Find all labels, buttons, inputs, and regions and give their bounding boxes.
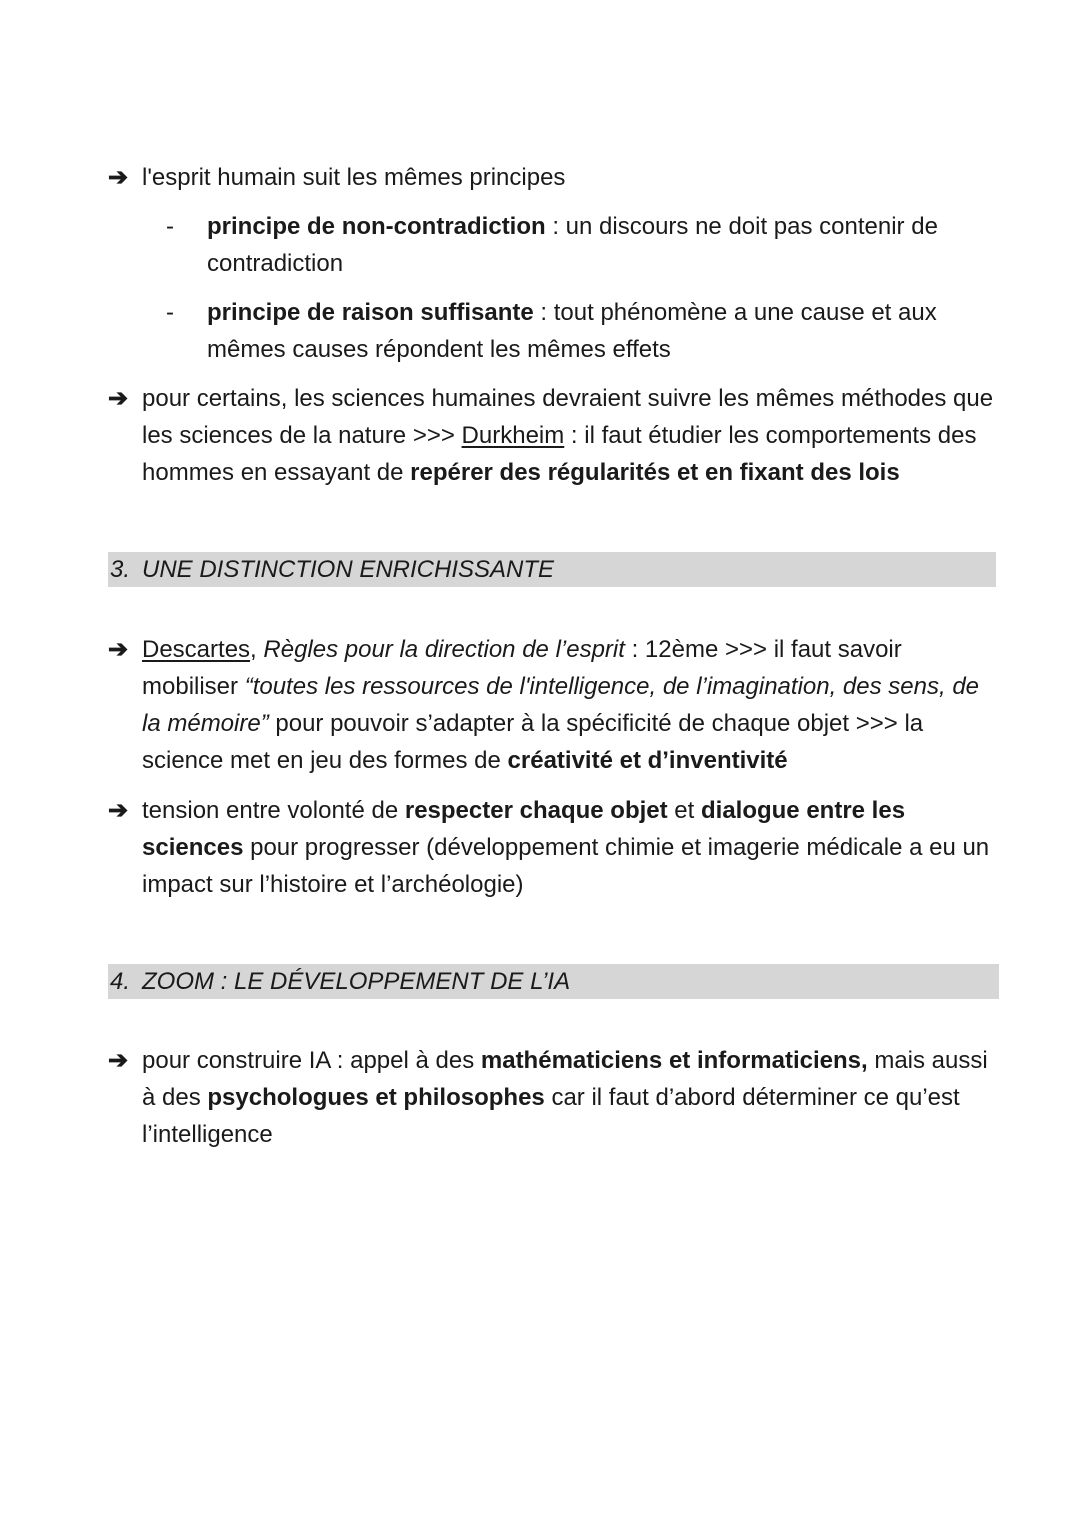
term-raison-suffisante: principe de raison suffisante [207, 299, 534, 326]
book-title: Règles pour la direction de l’esprit [263, 636, 625, 663]
arrow-icon: ➔ [108, 385, 129, 412]
section-number: 4. [110, 968, 131, 995]
name-descartes: Descartes [142, 636, 251, 663]
bullet-tension: ➔ tension entre volonté de respecter chaque objet et dialogue entre les sciences pour progresser (développement chimie et imagerie médicale a eu un impact sur l’histoire et l’archéologie) [108, 792, 1003, 903]
sub-item-non-contradiction: - principe de non-contradiction : un discours ne doit pas contenir de contradiction [166, 208, 1011, 282]
arrow-icon: ➔ [108, 1047, 129, 1074]
bullet-text: l'esprit humain suit les mêmes principes [142, 164, 566, 191]
section-title: ZOOM : LE DÉVELOPPEMENT DE L’IA [142, 968, 571, 995]
bullet-descartes: ➔ Descartes, Règles pour la direction de l’esprit : 12ème >>> il faut savoir mobiliser “toutes les ressources de l'intelligence, de l’imagination, des sens, de la mémoire” pour pouvoir s’adapter à la spécificité de chaque objet >>> la science met en jeu des formes de créativité et d’inventivité [108, 631, 1003, 779]
section-number: 3. [110, 556, 131, 583]
dash-icon: - [166, 299, 174, 326]
term-non-contradiction: principe de non-contradiction [207, 213, 546, 240]
arrow-icon: ➔ [108, 797, 129, 824]
arrow-icon: ➔ [108, 164, 129, 191]
bullet-sciences-humaines: ➔ pour certains, les sciences humaines devraient suivre les mêmes méthodes que les sciences de la nature >>> Durkheim : il faut étudier les comportements des hommes en essayant de repérer des régularités et en fixant des lois [108, 380, 1003, 491]
section-title: UNE DISTINCTION ENRICHISSANTE [142, 556, 555, 583]
bullet-esprit-humain [108, 159, 1003, 196]
bullet-ia: ➔ pour construire IA : appel à des mathématiciens et informaticiens, mais aussi à des psychologues et philosophes car il faut d’abord déterminer ce qu’est l’intelligence [108, 1042, 1003, 1153]
section-heading-4 [108, 964, 999, 999]
section-heading-3 [108, 552, 996, 587]
arrow-icon: ➔ [108, 636, 129, 663]
sub-item-raison-suffisante: - principe de raison suffisante : tout phénomène a une cause et aux mêmes causes répondent les mêmes effets [166, 294, 1011, 368]
name-durkheim: Durkheim [461, 422, 565, 449]
quote: “toutes les ressources de l'intelligence, de l’imagination, des sens, de la mémoire” [142, 673, 980, 737]
dash-icon: - [166, 213, 174, 240]
